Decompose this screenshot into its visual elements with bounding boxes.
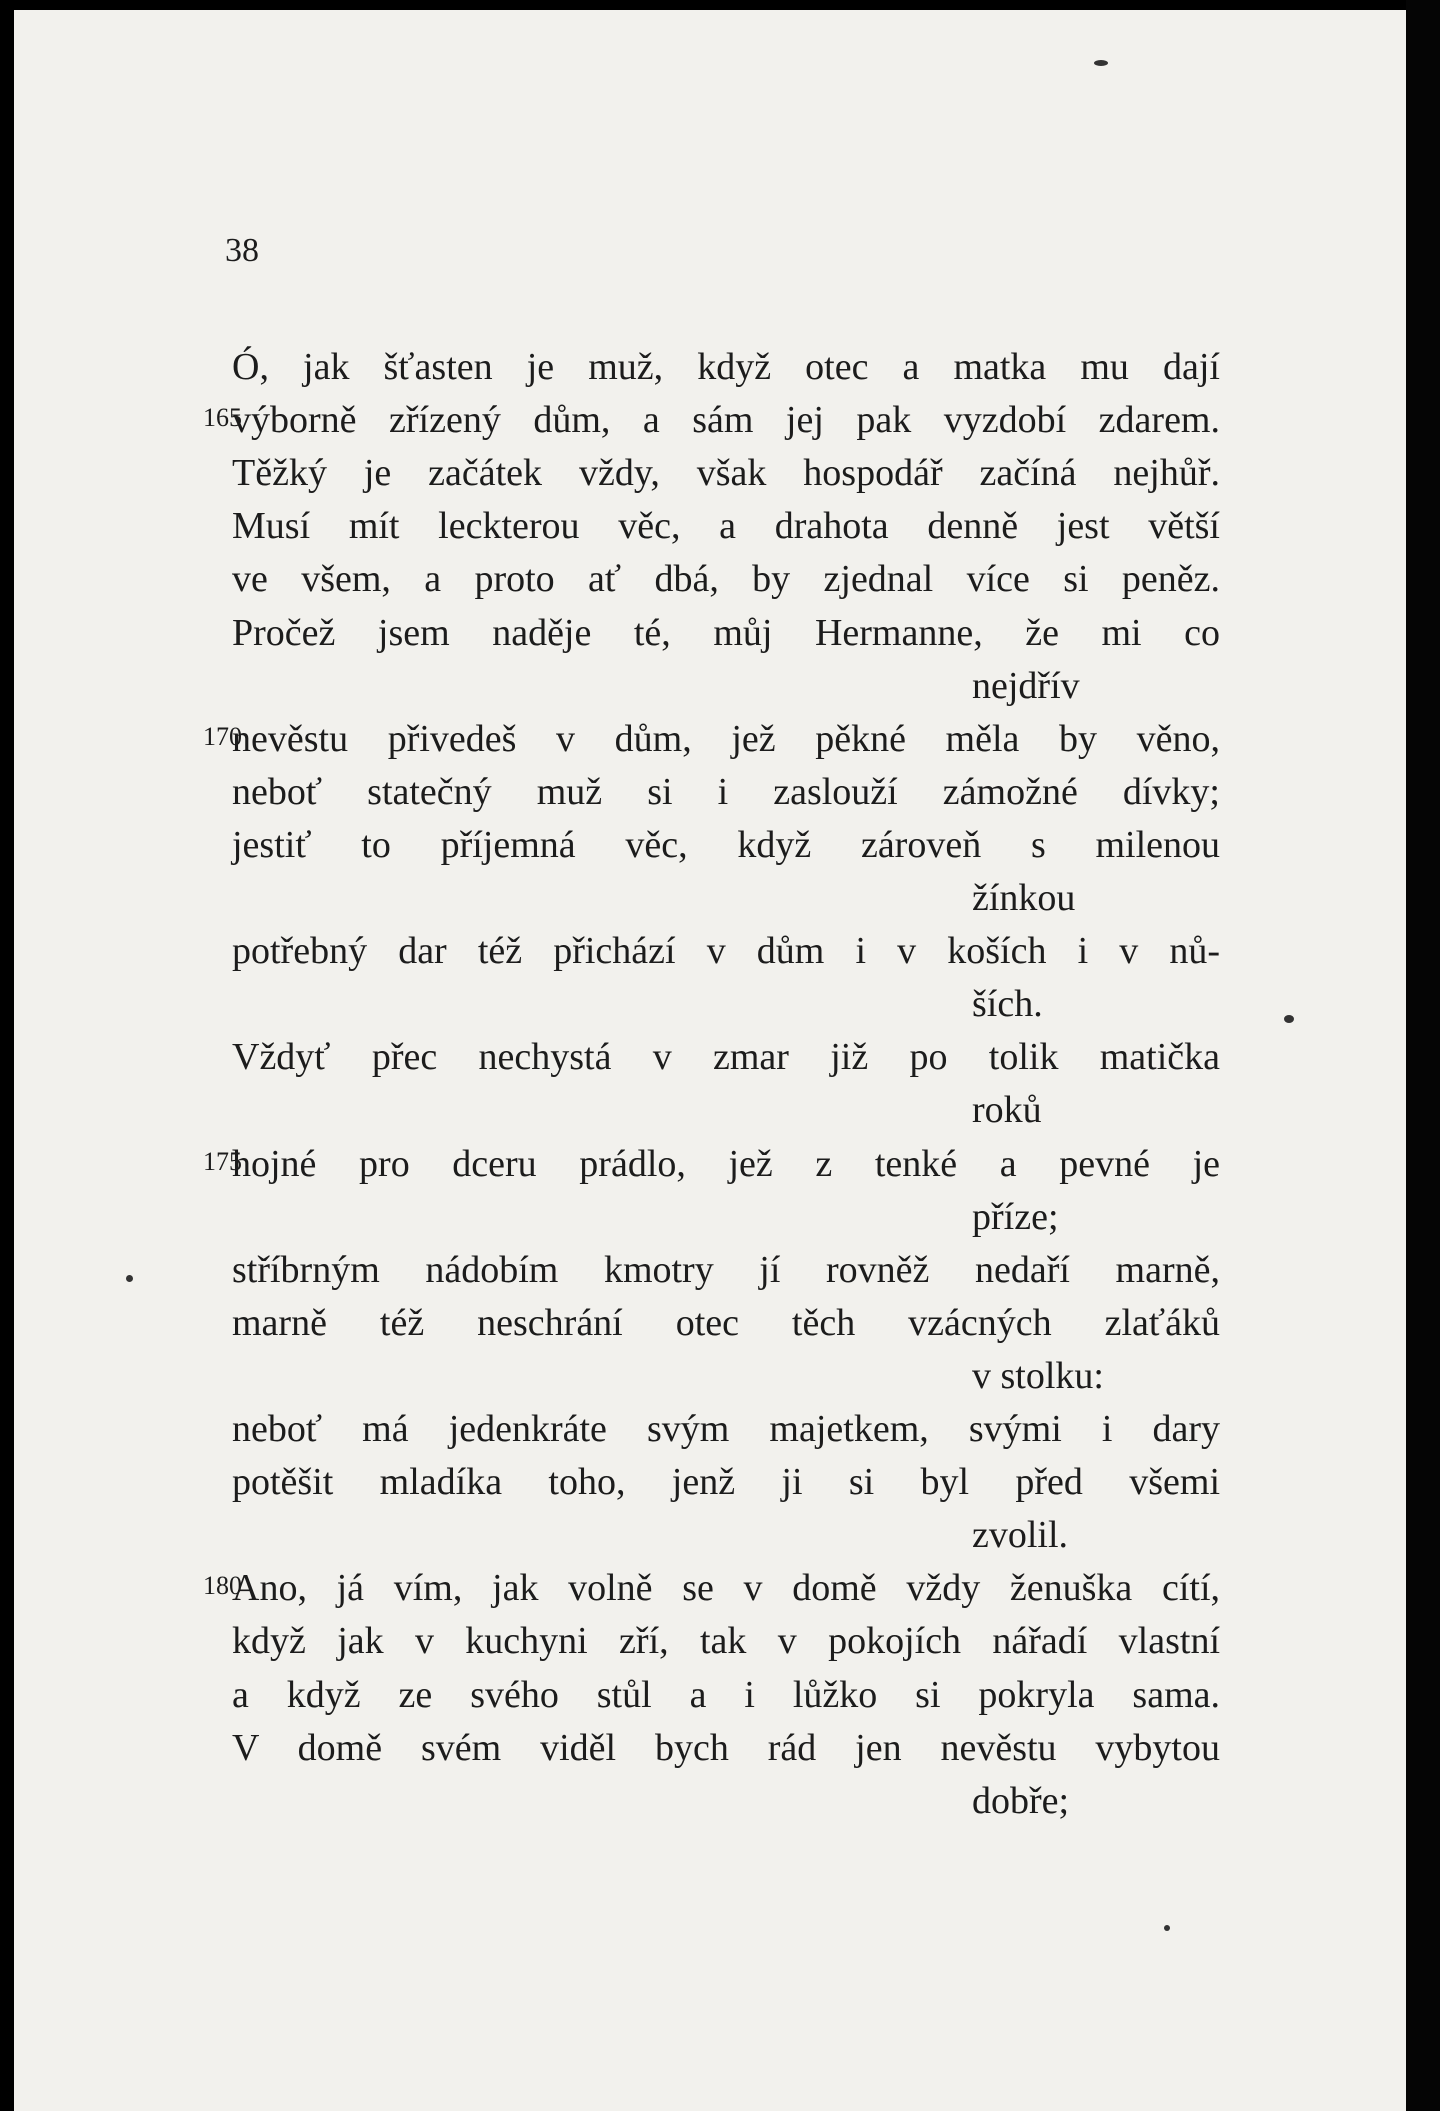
page-number: 38 [225, 232, 259, 269]
line-text: Ano, já vím, jak volně se v domě vždy ženuška cítí, [232, 1567, 1220, 1610]
line-text: stříbrným nádobím kmotry jí rovněž nedaří marně, [232, 1248, 1220, 1291]
line-text: jestiť to příjemná věc, když zároveň s milenou [232, 823, 1220, 866]
verse-line-continuation [14, 1083, 1410, 1137]
verse-line-continuation [14, 1774, 1410, 1828]
verse-line [14, 1668, 1410, 1722]
verse-line-continuation [14, 871, 1410, 925]
line-text: Vždyť přec nechystá v zmar již po tolik matička [232, 1036, 1220, 1079]
line-text: výborně zřízený dům, a sám jej pak vyzdobí zdarem. [232, 399, 1220, 442]
print-speck [126, 1275, 133, 1282]
line-text: nevěstu přivedeš v dům, jež pěkné měla by věno, [232, 717, 1220, 760]
print-speck [1094, 60, 1108, 66]
verse-line [14, 1402, 1410, 1456]
verse-line [14, 1243, 1410, 1297]
line-text: Ó, jak šťasten je muž, když otec a matka mu dají [232, 346, 1220, 388]
verse-line [14, 1137, 1410, 1191]
line-text: když jak v kuchyni zří, tak v pokojích nářadí vlastní [232, 1620, 1220, 1663]
verse-line-continuation [14, 1508, 1410, 1562]
line-text: V domě svém viděl bych rád jen nevěstu vybytou [232, 1726, 1220, 1769]
line-text: zvolil. [972, 1514, 1069, 1557]
line-text: potřebný dar též přichází v dům i v koších i v nů- [232, 930, 1220, 973]
line-text: a když ze svého stůl a i lůžko si pokryla sama. [232, 1673, 1220, 1716]
verse-line [14, 499, 1410, 553]
verse-line [14, 712, 1410, 766]
line-text: Musí mít leckterou věc, a drahota denně jest větší [232, 505, 1220, 548]
verse-line [14, 1614, 1410, 1668]
verse-line [14, 446, 1410, 500]
page-edge-shadow [1406, 0, 1440, 2111]
line-number: 180 [203, 1571, 242, 1601]
line-text: v stolku: [972, 1354, 1104, 1397]
line-text: Těžký je začátek vždy, však hospodář začíná nejhůř. [232, 452, 1220, 495]
verse-line-continuation [14, 1349, 1410, 1403]
line-text: marně též neschrání otec těch vzácných zlaťáků [232, 1301, 1220, 1344]
verse-line [14, 924, 1410, 978]
line-text: příze; [972, 1195, 1059, 1238]
verse-line [14, 340, 1410, 394]
line-text: nejdřív [972, 664, 1080, 707]
line-text: hojné pro dceru prádlo, jež z tenké a pevné je [232, 1142, 1220, 1185]
line-number: 170 [203, 721, 242, 751]
verse-line-continuation [14, 659, 1410, 713]
verse-line [14, 1296, 1410, 1350]
verse-line [14, 1030, 1410, 1084]
verse-line-continuation [14, 1190, 1410, 1244]
print-speck [1284, 1015, 1294, 1023]
line-text: ších. [972, 983, 1043, 1026]
verse-line [14, 393, 1410, 447]
line-text: ve všem, a proto ať dbá, by zjednal více si peněz. [232, 558, 1220, 601]
verse-line [14, 1455, 1410, 1509]
line-text: Pročež jsem naděje té, můj Hermanne, že mi co [232, 611, 1220, 654]
verse-line-continuation [14, 977, 1410, 1031]
line-text: neboť má jedenkráte svým majetkem, svými i dary [232, 1408, 1220, 1450]
line-text: neboť statečný muž si i zaslouží zámožné dívky; [232, 770, 1220, 813]
line-number: 165 [203, 403, 242, 433]
verse-line [14, 1561, 1410, 1615]
verse-line [14, 1721, 1410, 1775]
line-text: roků [972, 1089, 1042, 1132]
verse-line [14, 818, 1410, 872]
verse-line [14, 765, 1410, 819]
book-page [14, 10, 1410, 2111]
line-number: 175 [203, 1146, 242, 1176]
line-text: potěšit mladíka toho, jenž ji si byl před všemi [232, 1461, 1220, 1504]
line-text: žínkou [972, 877, 1076, 919]
line-text: dobře; [972, 1779, 1070, 1822]
verse-line [14, 552, 1410, 606]
verse-line [14, 606, 1410, 660]
print-speck [1164, 1925, 1170, 1931]
